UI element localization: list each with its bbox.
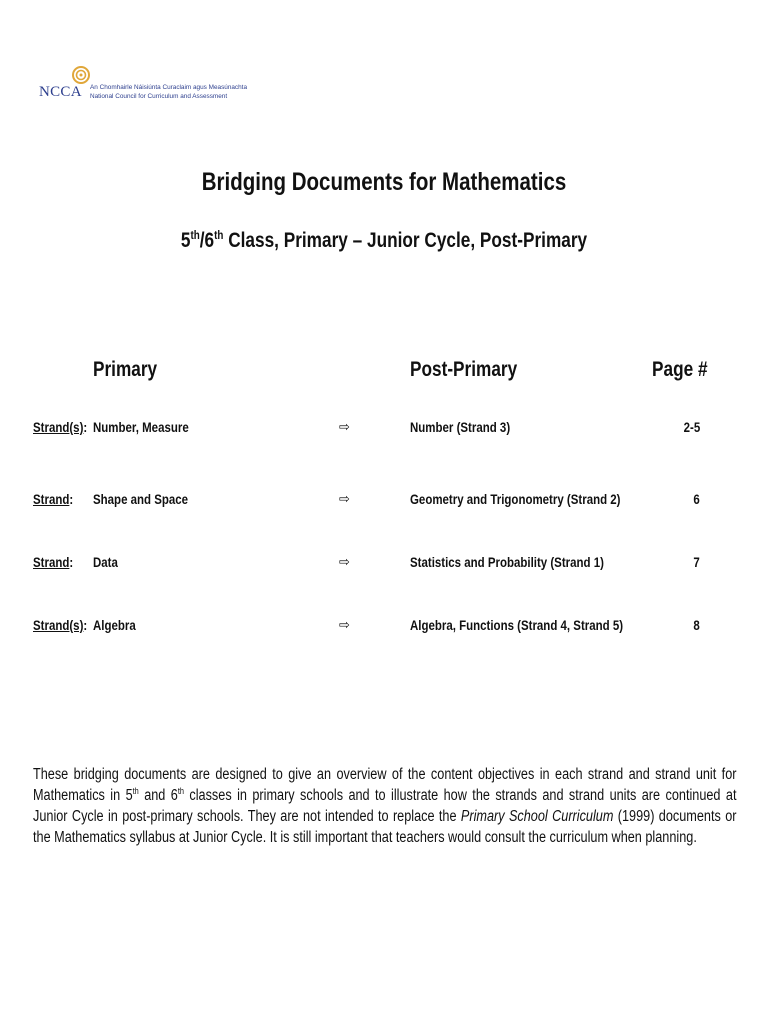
intro-paragraph: These bridging documents are designed to give an overview of the content objectives in each strand and strand unit for Mathematics in 5th and 6th classes in primary schools and to illustrate how the strands and strand units are continued at Junior Cycle in post-primary schools. They are not intended to replace the Primary School Curriculum (1999) documents or the Mathematics syllabus at Junior Cycle. It is still important that teachers would consult the curriculum when planning. xyxy=(33,766,737,846)
page-number: 2-5 xyxy=(683,419,700,435)
post-primary-strand: Geometry and Trigonometry (Strand 2) xyxy=(410,491,621,507)
primary-strand: Number, Measure xyxy=(93,419,189,435)
arrow-right-icon: ⇨ xyxy=(339,419,350,434)
strand-label: Strand(s): xyxy=(33,617,88,633)
primary-strand: Data xyxy=(93,554,118,570)
logo-english-name: National Council for Curriculum and Assessment xyxy=(90,93,228,100)
subtitle-number-2: /6 xyxy=(199,229,215,252)
strand-label: Strand: xyxy=(33,554,74,570)
table-row xyxy=(0,617,768,639)
subtitle-text: Class, Primary – Junior Cycle, Post-Primary xyxy=(223,229,588,252)
ncca-logo xyxy=(36,64,248,108)
table-row xyxy=(0,491,768,513)
subtitle-ordinal-2: th xyxy=(214,228,224,242)
arrow-right-icon: ⇨ xyxy=(339,491,350,506)
primary-strand: Algebra xyxy=(93,617,136,633)
table-row xyxy=(0,554,768,576)
document-title: Bridging Documents for Mathematics xyxy=(201,168,567,196)
primary-strand: Shape and Space xyxy=(93,491,189,507)
subtitle-ordinal-1: th xyxy=(190,228,200,242)
ncca-swirl-icon xyxy=(70,64,92,86)
post-primary-strand: Statistics and Probability (Strand 1) xyxy=(410,554,604,570)
strand-label: Strand: xyxy=(33,491,74,507)
post-primary-strand: Algebra, Functions (Strand 4, Strand 5) xyxy=(410,617,624,633)
header-primary: Primary xyxy=(93,358,158,381)
subtitle-number-1: 5 xyxy=(180,229,191,252)
arrow-right-icon: ⇨ xyxy=(339,554,350,569)
page-number: 8 xyxy=(693,617,700,633)
header-page-number: Page # xyxy=(652,358,708,381)
page-number: 6 xyxy=(693,491,700,507)
strand-label: Strand(s): xyxy=(33,419,88,435)
page-number: 7 xyxy=(693,554,700,570)
logo-acronym: NCCA xyxy=(39,84,82,100)
logo-irish-name: An Chomhairle Náisiúnta Curaclaim agus Measúnachta xyxy=(90,84,248,91)
header-post-primary: Post-Primary xyxy=(410,358,518,381)
post-primary-strand: Number (Strand 3) xyxy=(410,419,511,435)
table-row xyxy=(0,419,768,441)
arrow-right-icon: ⇨ xyxy=(339,617,350,632)
document-subtitle xyxy=(69,228,699,253)
curriculum-title: Primary School Curriculum xyxy=(460,808,614,825)
